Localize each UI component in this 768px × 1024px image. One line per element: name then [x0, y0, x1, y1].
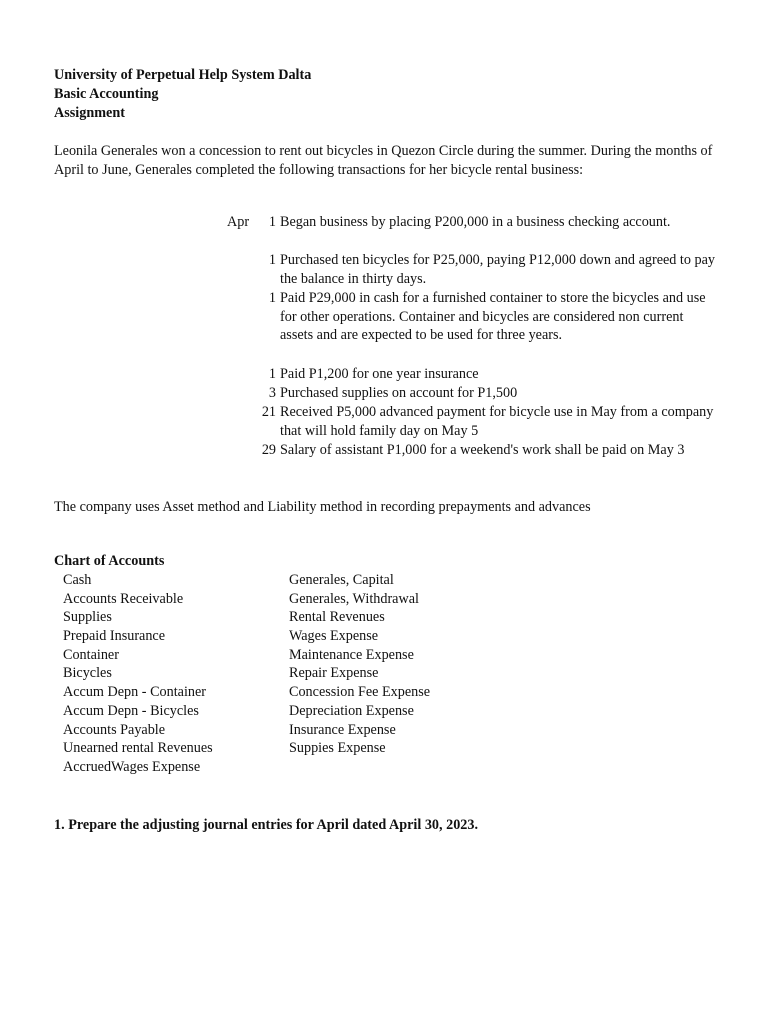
account-item: Suppies Expense — [289, 740, 386, 757]
document-type: Assignment — [54, 105, 125, 121]
transaction-day: 21 — [261, 404, 276, 420]
transaction-day: 1 — [268, 214, 276, 230]
transaction-day: 29 — [261, 442, 276, 458]
account-item: Accum Depn - Bicycles — [63, 702, 199, 719]
transaction-description: Received P5,000 advanced payment for bicycle use in May from a company that will hold family day on May 5 — [280, 404, 714, 439]
transaction-day: 1 — [268, 252, 276, 268]
transaction-month: Apr — [227, 214, 250, 230]
account-item: Container — [63, 646, 119, 663]
course-name: Basic Accounting — [54, 86, 159, 102]
account-item: Concession Fee Expense — [289, 684, 431, 701]
account-item: Cash — [63, 572, 92, 588]
account-item: Maintenance Expense — [289, 646, 414, 663]
account-item: Repair Expense — [289, 665, 379, 682]
transaction-day: 1 — [268, 290, 276, 306]
account-item: Prepaid Insurance — [63, 628, 166, 645]
account-item: Generales, Capital — [289, 572, 394, 588]
account-item: Generales, Withdrawal — [289, 590, 419, 607]
accounts-list-left — [63, 571, 213, 777]
account-item: Supplies — [63, 609, 112, 626]
school-name: University of Perpetual Help System Dalta — [54, 67, 312, 83]
account-item: Accounts Receivable — [63, 590, 184, 607]
account-item: Depreciation Expense — [289, 702, 414, 719]
transaction-description: Purchased supplies on account for P1,500 — [280, 385, 518, 401]
intro-paragraph: Leonila Generales won a concession to rent out bicycles in Quezon Circle during the summer. During the months of April to June, Generales completed the following transactions for her bicycle rental business: — [54, 143, 713, 178]
account-item: Unearned rental Revenues — [63, 740, 213, 757]
account-item: Accum Depn - Container — [63, 684, 207, 701]
account-item: Rental Revenues — [289, 609, 385, 626]
account-item: AccruedWages Expense — [63, 758, 201, 775]
account-item: Insurance Expense — [289, 721, 396, 738]
transaction-day: 1 — [268, 366, 276, 382]
account-item: Wages Expense — [289, 628, 379, 645]
transaction-description: Paid P1,200 for one year insurance — [280, 366, 479, 382]
accounts-list-right — [289, 571, 430, 758]
task-instruction: 1. Prepare the adjusting journal entries for April dated April 30, 2023. — [54, 817, 479, 833]
account-item: Accounts Payable — [63, 721, 166, 738]
transaction-description: Salary of assistant P1,000 for a weekend's work shall be paid on May 3 — [280, 442, 685, 458]
transaction-day: 3 — [268, 385, 276, 401]
method-note: The company uses Asset method and Liability method in recording prepayments and advances — [54, 499, 591, 515]
chart-of-accounts-title: Chart of Accounts — [54, 553, 165, 569]
transaction-description: Purchased ten bicycles for P25,000, paying P12,000 down and agreed to pay the balance in thirty days. — [280, 252, 715, 287]
transaction-description: Began business by placing P200,000 in a business checking account. — [280, 214, 671, 230]
transaction-description: Paid P29,000 in cash for a furnished container to store the bicycles and use for other operations. Container and bicycles are considered non current assets and are expected to be used for three years. — [280, 290, 706, 344]
account-item: Bicycles — [63, 665, 112, 682]
